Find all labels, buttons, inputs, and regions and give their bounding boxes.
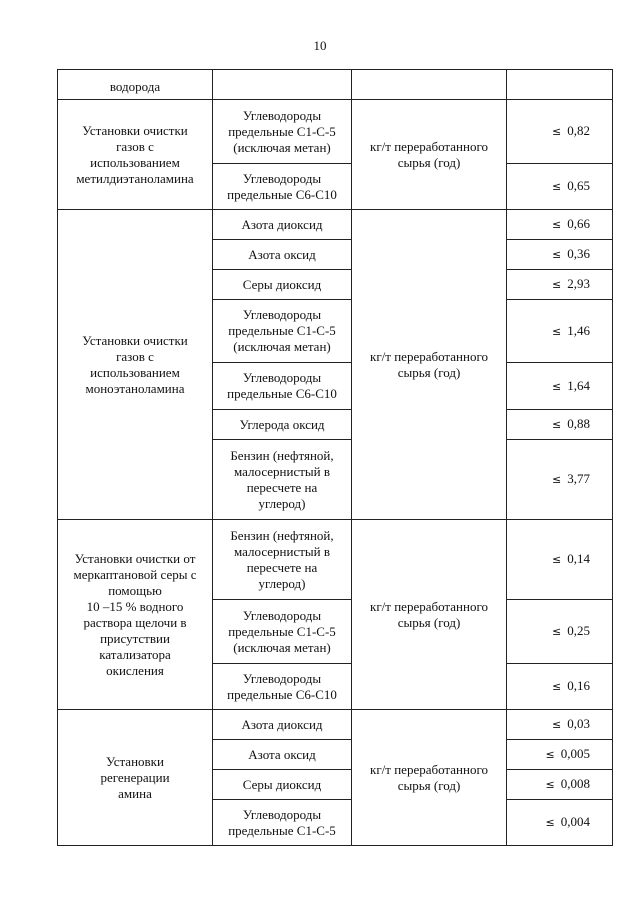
limit-number: 0,03: [567, 716, 590, 731]
installation-cell: Установки очистки газов с использованием моноэтаноламина: [58, 210, 213, 520]
limit-value: [511, 551, 608, 568]
limit-number: 0,14: [567, 551, 590, 566]
limit-value-cell: [507, 363, 613, 410]
limit-number: 0,004: [560, 814, 590, 829]
limit-number: 0,88: [567, 416, 590, 431]
table-row: [58, 710, 613, 740]
limit-value-cell: [507, 800, 613, 846]
less-or-equal-sign: ≤: [545, 816, 555, 829]
pollutant-cell: Азота диоксид: [213, 710, 352, 740]
less-or-equal-sign: ≤: [552, 278, 562, 291]
less-or-equal-sign: ≤: [552, 379, 562, 393]
installation-cell: Установки регенерации амина: [58, 710, 213, 846]
less-or-equal-sign: ≤: [552, 218, 562, 231]
pollutant-cell: Серы диоксид: [213, 270, 352, 300]
limit-value-cell: [507, 440, 613, 520]
limit-value-cell: [507, 300, 613, 363]
limit-number: 0,82: [567, 123, 590, 138]
unit-cell: [352, 70, 507, 100]
emissions-table-grid: [57, 69, 613, 846]
limit-number: 0,65: [567, 178, 590, 193]
limit-value: [511, 276, 608, 293]
installation-cell: водорода: [58, 70, 213, 100]
limit-value-cell: [507, 770, 613, 800]
limit-value: [511, 716, 608, 733]
table-row: [58, 210, 613, 240]
limit-value: [511, 471, 608, 488]
limit-number: 1,46: [567, 322, 590, 338]
pollutant-cell: Углеводороды предельные С1-С-5 (исключая метан): [213, 300, 352, 363]
less-or-equal-sign: ≤: [552, 125, 562, 138]
limit-value-cell: [507, 520, 613, 600]
installation-cell: Установки очистки газов с использованием метилдиэтаноламина: [58, 100, 213, 210]
less-or-equal-sign: ≤: [552, 680, 562, 693]
emissions-table: [57, 69, 613, 846]
limit-value-cell: [507, 740, 613, 770]
limit-number: 2,93: [567, 276, 590, 291]
pollutant-cell: Углеводороды предельные С6-С10: [213, 164, 352, 210]
limit-value: [511, 746, 608, 763]
limit-value: [511, 776, 608, 793]
limit-value: [511, 76, 608, 93]
limit-value-cell: [507, 100, 613, 164]
pollutant-cell: Углеводороды предельные С1-С-5 (исключая метан): [213, 600, 352, 664]
less-or-equal-sign: ≤: [552, 418, 562, 431]
limit-number: 0,008: [560, 776, 590, 791]
pollutant-cell: Бензин (нефтяной, малосернистый в пересчете на углерод): [213, 520, 352, 600]
limit-value-cell: [507, 240, 613, 270]
limit-value-cell: [507, 710, 613, 740]
limit-value: [511, 323, 608, 340]
limit-number: 1,64: [567, 377, 590, 393]
limit-value: [511, 178, 608, 195]
limit-value-cell: [507, 410, 613, 440]
limit-number: 0,25: [567, 623, 590, 638]
less-or-equal-sign: ≤: [552, 324, 562, 338]
table-row: [58, 70, 613, 100]
pollutant-cell: Углеводороды предельные С6-С10: [213, 664, 352, 710]
limit-value-cell: [507, 70, 613, 100]
unit-cell: кг/т переработанного сырья (год): [352, 100, 507, 210]
less-or-equal-sign: ≤: [545, 748, 555, 761]
pollutant-cell: Бензин (нефтяной, малосернистый в пересчете на углерод): [213, 440, 352, 520]
limit-value-cell: [507, 270, 613, 300]
less-or-equal-sign: ≤: [552, 473, 562, 486]
less-or-equal-sign: ≤: [552, 718, 562, 731]
less-or-equal-sign: ≤: [552, 180, 562, 193]
limit-value: [511, 678, 608, 695]
pollutant-cell: Углерода оксид: [213, 410, 352, 440]
pollutant-cell: Серы диоксид: [213, 770, 352, 800]
limit-value-cell: [507, 664, 613, 710]
less-or-equal-sign: ≤: [552, 248, 562, 261]
limit-number: 3,77: [567, 471, 590, 486]
less-or-equal-sign: ≤: [552, 553, 562, 566]
limit-value: [511, 123, 608, 140]
limit-value: [511, 216, 608, 233]
less-or-equal-sign: ≤: [552, 625, 562, 638]
limit-number: 0,36: [567, 246, 590, 261]
limit-number: 0,005: [560, 746, 590, 761]
pollutant-cell: Азота оксид: [213, 740, 352, 770]
limit-value-cell: [507, 600, 613, 664]
installation-cell: Установки очистки от меркаптановой серы с помощью 10 –15 % водного раствора щелочи в присутствии катализатора окисления: [58, 520, 213, 710]
limit-value-cell: [507, 210, 613, 240]
limit-number: 0,16: [567, 678, 590, 693]
limit-value: [511, 623, 608, 640]
limit-value: [511, 378, 608, 395]
pollutant-cell: [213, 70, 352, 100]
less-or-equal-sign: ≤: [545, 778, 555, 791]
pollutant-cell: Азота оксид: [213, 240, 352, 270]
limit-value: [511, 814, 608, 831]
pollutant-cell: Азота диоксид: [213, 210, 352, 240]
pollutant-cell: Углеводороды предельные С1-С-5: [213, 800, 352, 846]
unit-cell: кг/т переработанного сырья (год): [352, 210, 507, 520]
table-row: [58, 520, 613, 600]
page-number: 10: [313, 38, 327, 53]
pollutant-cell: Углеводороды предельные С1-С-5 (исключая метан): [213, 100, 352, 164]
limit-value-cell: [507, 164, 613, 210]
unit-cell: кг/т переработанного сырья (год): [352, 520, 507, 710]
unit-cell: кг/т переработанного сырья (год): [352, 710, 507, 846]
limit-value: [511, 246, 608, 263]
limit-value: [511, 416, 608, 433]
pollutant-cell: Углеводороды предельные С6-С10: [213, 363, 352, 410]
limit-number: 0,66: [567, 216, 590, 231]
table-row: [58, 100, 613, 164]
